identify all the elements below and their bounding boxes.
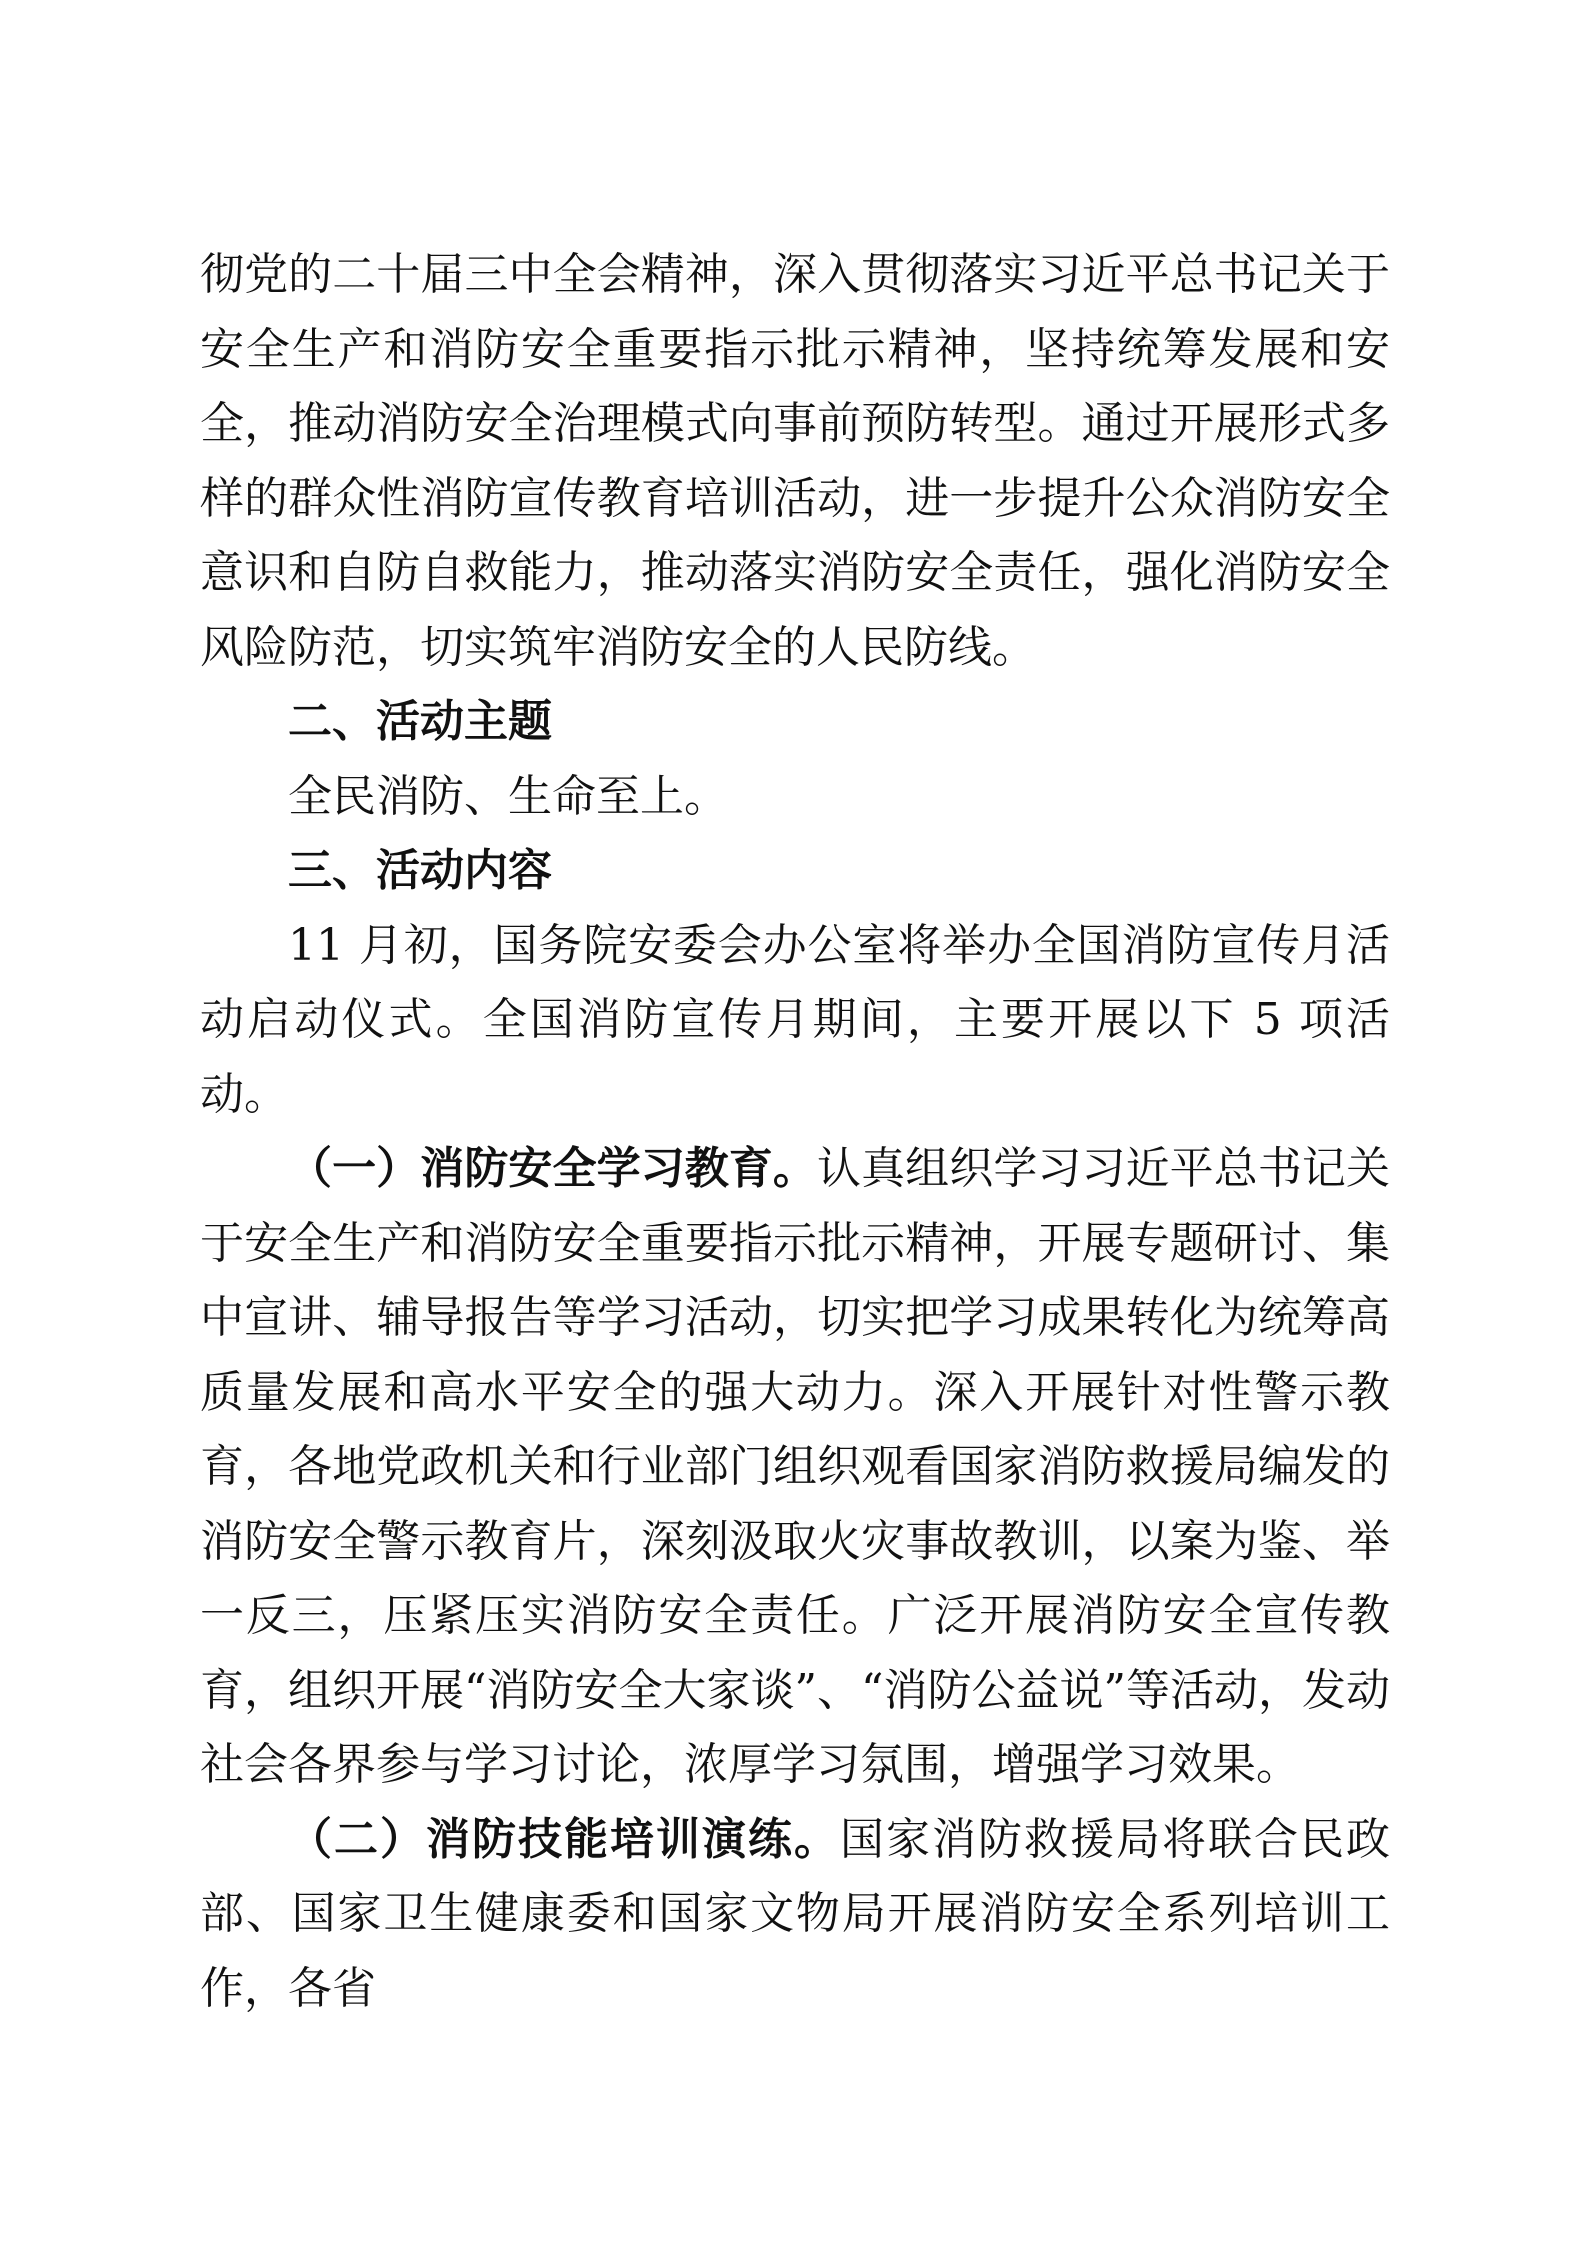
item-text-study-education: 认真组织学习习近平总书记关于安全生产和消防安全重要指示批示精神，开展专题研讨、集中宣讲、辅导报告等学习活动，切实把学习成果转化为统筹高质量发展和高水平安全的强大动力。深入开展针对性警示教育，各地党政机关和行业部门组织观看国家消防救援局编发的消防安全警示教育片，深刻汲取火灾事故教训，以案为鉴、举一反三，压紧压实消防安全责任。广泛开展消防安全宣传教育，组织开展“消防安全大家谈”、“消防公益说”等活动，发动社会各界参与学习讨论，浓厚学习氛围，增强学习效果。 xyxy=(200,1143,1390,1790)
paragraph-item-skills-training xyxy=(200,1803,1390,2027)
paragraph-item-study-education xyxy=(200,1132,1390,1803)
paragraph-activity-theme: 全民消防、生命至上。 xyxy=(288,770,728,822)
heading-activity-content: 三、活动内容 xyxy=(288,845,552,896)
item-title-skills-training: （二）消防技能培训演练。 xyxy=(288,1813,840,1865)
document-body xyxy=(200,238,1390,2026)
item-text-skills-training: 国家消防救援局将联合民政部、国家卫生健康委和国家文物局开展消防安全系列培训工作，各省 xyxy=(200,1813,1390,2014)
heading-activity-theme: 二、活动主题 xyxy=(288,696,552,747)
paragraph-guiding-ideology: 彻党的二十届三中全会精神，深入贯彻落实习近平总书记关于安全生产和消防安全重要指示批示精神，坚持统筹发展和安全，推动消防安全治理模式向事前预防转型。通过开展形式多样的群众性消防宣传教育培训活动，进一步提升公众消防安全意识和自防自救能力，推动落实消防安全责任，强化消防安全风险防范，切实筑牢消防安全的人民防线。 xyxy=(200,249,1390,673)
item-title-study-education: （一）消防安全学习教育。 xyxy=(288,1143,817,1194)
paragraph-launch-ceremony: 11 月初，国务院安委会办公室将举办全国消防宣传月活动启动仪式。全国消防宣传月期间，主要开展以下 5 项活动。 xyxy=(200,919,1390,1120)
